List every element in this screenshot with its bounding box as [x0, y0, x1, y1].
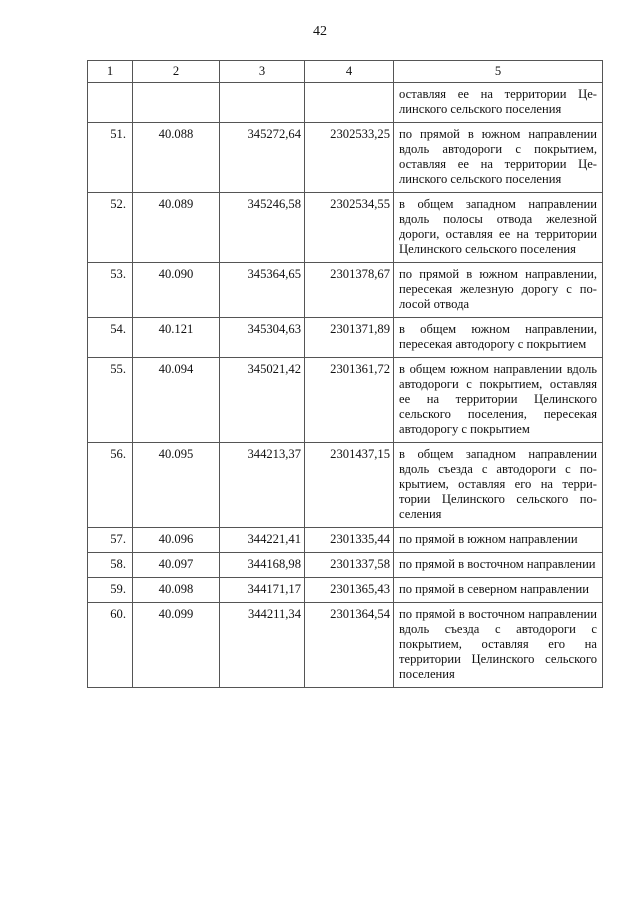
row-number: 53.: [88, 263, 133, 318]
coord-y: 2301337,58: [305, 553, 394, 578]
row-number: 59.: [88, 578, 133, 603]
table-row: [88, 318, 603, 358]
header-cell-2: 2: [133, 61, 220, 83]
boundary-description: по прямой в южном направлении, пересекая железную дорогу с полосой отвода: [394, 263, 603, 318]
row-number: 54.: [88, 318, 133, 358]
table-header-row: [88, 61, 603, 83]
table-row: [88, 263, 603, 318]
boundary-description: в общем западном направлении вдоль съезда с автодороги с покрытием, оставляя его на территории Целинского сельского поселения: [394, 443, 603, 528]
coord-x: 344171,17: [220, 578, 305, 603]
point-id: 40.097: [133, 553, 220, 578]
coord-x: [220, 83, 305, 123]
header-cell-3: 3: [220, 61, 305, 83]
coord-x: 345021,42: [220, 358, 305, 443]
row-number: 57.: [88, 528, 133, 553]
point-id: 40.089: [133, 193, 220, 263]
coord-y: 2302533,25: [305, 123, 394, 193]
coord-x: 344211,34: [220, 603, 305, 688]
table-row: [88, 123, 603, 193]
coord-y: 2301335,44: [305, 528, 394, 553]
coord-y: 2301378,67: [305, 263, 394, 318]
coord-x: 345272,64: [220, 123, 305, 193]
table-row: [88, 83, 603, 123]
boundary-description: по прямой в восточном направлении вдоль съезда с автодороги с покрытием, оставляя его на территории Целинского сельского поселения: [394, 603, 603, 688]
coord-y: 2302534,55: [305, 193, 394, 263]
coord-x: 344221,41: [220, 528, 305, 553]
row-number: 51.: [88, 123, 133, 193]
coord-y: 2301365,43: [305, 578, 394, 603]
boundary-description: оставляя ее на территории Целинского сельского поселения: [394, 83, 603, 123]
table-row: [88, 358, 603, 443]
boundary-description: по прямой в восточном направлении: [394, 553, 603, 578]
table-row: [88, 578, 603, 603]
coord-y: 2301361,72: [305, 358, 394, 443]
row-number: 60.: [88, 603, 133, 688]
point-id: [133, 83, 220, 123]
point-id: 40.095: [133, 443, 220, 528]
point-id: 40.121: [133, 318, 220, 358]
boundary-description: в общем западном направлении вдоль полосы отвода железной дороги, оставляя ее на территории Целинского сельского поселения: [394, 193, 603, 263]
header-cell-1: 1: [88, 61, 133, 83]
row-number: 58.: [88, 553, 133, 578]
coord-y: 2301371,89: [305, 318, 394, 358]
row-number: 52.: [88, 193, 133, 263]
point-id: 40.096: [133, 528, 220, 553]
boundary-table: [87, 60, 603, 688]
boundary-description: в общем южном направлении, пересекая автодорогу с покрытием: [394, 318, 603, 358]
coord-y: 2301437,15: [305, 443, 394, 528]
boundary-description: по прямой в северном направлении: [394, 578, 603, 603]
table-row: [88, 528, 603, 553]
point-id: 40.090: [133, 263, 220, 318]
coord-y: 2301364,54: [305, 603, 394, 688]
page-number: 42: [313, 24, 327, 39]
header-cell-4: 4: [305, 61, 394, 83]
row-number: 55.: [88, 358, 133, 443]
coord-y: [305, 83, 394, 123]
point-id: 40.094: [133, 358, 220, 443]
header-cell-5: 5: [394, 61, 603, 83]
boundary-description: по прямой в южном направлении вдоль автодороги с покрытием, оставляя ее на территории Целинского сельского поселения: [394, 123, 603, 193]
point-id: 40.088: [133, 123, 220, 193]
row-number: 56.: [88, 443, 133, 528]
coord-x: 345364,65: [220, 263, 305, 318]
point-id: 40.099: [133, 603, 220, 688]
boundary-description: по прямой в южном направлении: [394, 528, 603, 553]
point-id: 40.098: [133, 578, 220, 603]
coord-x: 345246,58: [220, 193, 305, 263]
table-row: [88, 193, 603, 263]
table-row: [88, 603, 603, 688]
coord-x: 345304,63: [220, 318, 305, 358]
coord-x: 344168,98: [220, 553, 305, 578]
table-row: [88, 553, 603, 578]
table-row: [88, 443, 603, 528]
boundary-description: в общем южном направлении вдоль автодороги с покрытием, оставляя ее на территории Целинского сельского поселения, пересекая автодорогу с покрытием: [394, 358, 603, 443]
row-number: [88, 83, 133, 123]
coord-x: 344213,37: [220, 443, 305, 528]
